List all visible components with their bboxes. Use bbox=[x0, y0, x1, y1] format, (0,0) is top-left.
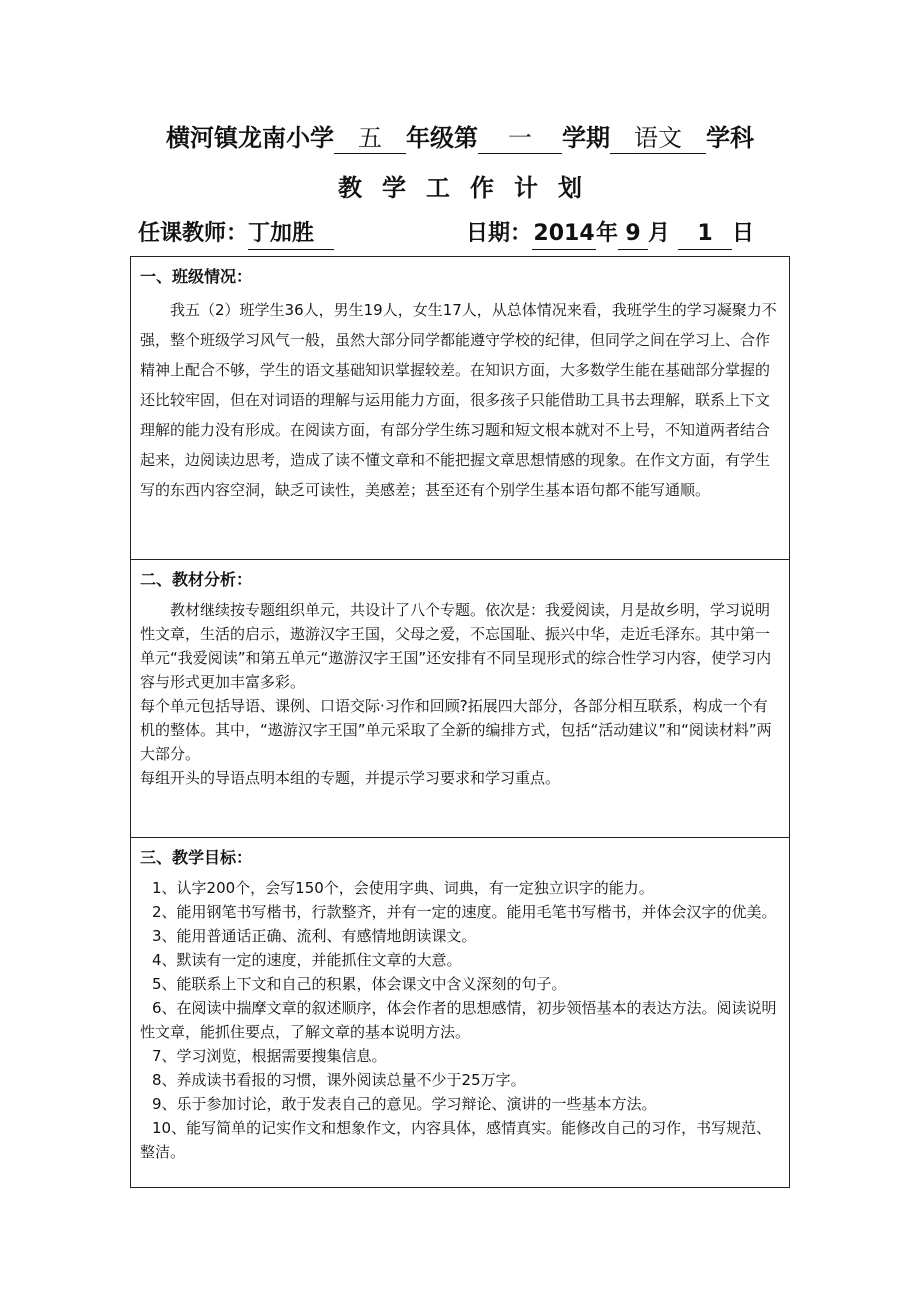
date-line bbox=[466, 216, 754, 250]
subject-suffix: 学科 bbox=[706, 124, 754, 152]
material-paragraph: 教材继续按专题组织单元，共设计了八个专题。依次是：我爱阅读，月是故乡明，学习说明性文章，生活的启示，遨游汉字王国，父母之爱，不忘国耻、振兴中华，走近毛泽东。其中第一单元“我爱阅读”和第五单元“遨游汉字王国”还安排有不同呈现形式的综合性学习内容，使学习内容与形式更加丰富多彩。 bbox=[140, 601, 772, 691]
day-unit: 日 bbox=[732, 221, 755, 246]
class-section-title: 一、班级情况： bbox=[140, 267, 253, 286]
goal-item: 2、能用钢笔书写楷书，行款整齐，并有一定的速度。能用毛笔书写楷书，并体会汉字的优美。 bbox=[152, 903, 777, 921]
goals-section-title: 三、教学目标： bbox=[140, 848, 253, 867]
plan-char: 作 bbox=[470, 174, 494, 202]
plan-title bbox=[0, 168, 920, 203]
goal-item: 6、在阅读中揣摩文章的叙述顺序，体会作者的思想感情，初步领悟基本的表达方法。阅读说明性文章，能抓住要点，了解文章的基本说明方法。 bbox=[140, 999, 777, 1041]
year-value: 2014 bbox=[532, 219, 596, 250]
term-blank: 一 bbox=[478, 123, 562, 154]
month-value: 9 bbox=[618, 219, 648, 250]
teacher-label: 任课教师： bbox=[138, 221, 249, 246]
goal-item: 4、默读有一定的速度，并能抓住文章的大意。 bbox=[152, 951, 462, 969]
plan-char: 学 bbox=[382, 174, 406, 202]
goal-item: 10、能写简单的记实作文和想象作文，内容具体，感情真实。能修改自己的习作，书写规范、整洁。 bbox=[140, 1119, 772, 1161]
class-paragraph: 我五（2）班学生36人，男生19人，女生17人，从总体情况来看，我班学生的学习凝聚力不强，整个班级学习风气一般，虽然大部分同学都能遵守学校的纪律，但同学之间在学习上、合作精神上配合不够，学生的语文基础知识掌握较差。在知识方面，大多数学生能在基础部分掌握的还比较牢固，但在对词语的理解与运用能力方面，很多孩子只能借助工具书去理解，联系上下文理解的能力没有形成。在阅读方面，有部分学生练习题和短文根本就对不上号，不知道两者结合起来，边阅读边思考，造成了读不懂文章和不能把握文章思想情感的现象。在作文方面，有学生写的东西内容空洞，缺乏可读性，美感差；甚至还有个别学生基本语句都不能写通顺。 bbox=[140, 301, 777, 499]
year-unit: 年 bbox=[596, 221, 619, 246]
month-unit: 月 bbox=[648, 221, 671, 246]
plan-char: 工 bbox=[426, 174, 450, 202]
term-suffix: 学期 bbox=[562, 124, 610, 152]
school-name: 横河镇龙南小学 bbox=[166, 124, 334, 152]
day-value: 1 bbox=[678, 219, 732, 250]
material-section-title: 二、教材分析： bbox=[140, 570, 253, 589]
class-section bbox=[131, 257, 790, 560]
goal-item: 5、能联系上下文和自己的积累，体会课文中含义深刻的句子。 bbox=[152, 975, 567, 993]
teacher-name: 丁加胜 bbox=[248, 219, 334, 250]
plan-table bbox=[130, 256, 790, 1188]
plan-char: 计 bbox=[514, 174, 538, 202]
teacher-line bbox=[138, 216, 334, 250]
goal-item: 9、乐于参加讨论，敢于发表自己的意见。学习辩论、演讲的一些基本方法。 bbox=[152, 1095, 657, 1113]
goal-item: 1、认字200个，会写150个，会使用字典、词典，有一定独立识字的能力。 bbox=[152, 879, 654, 897]
document-title bbox=[0, 118, 920, 154]
goal-item: 7、学习浏览，根据需要搜集信息。 bbox=[152, 1047, 387, 1065]
goals-section bbox=[131, 838, 790, 1188]
plan-char: 划 bbox=[558, 174, 582, 202]
material-section bbox=[131, 560, 790, 838]
goal-item: 3、能用普通话正确、流利、有感情地朗读课文。 bbox=[152, 927, 477, 945]
grade-suffix: 年级第 bbox=[406, 124, 478, 152]
material-paragraph: 每组开头的导语点明本组的专题，并提示学习要求和学习重点。 bbox=[140, 769, 561, 787]
material-paragraph: 每个单元包括导语、课例、口语交际·习作和回顾?拓展四大部分，各部分相互联系，构成一个有机的整体。其中，“遨游汉字王国”单元采取了全新的编排方式，包括“活动建议”和“阅读材料”两大部分。 bbox=[140, 697, 772, 763]
date-label: 日期： bbox=[466, 221, 533, 246]
subject-blank: 语文 bbox=[610, 123, 706, 154]
goal-item: 8、养成读书看报的习惯，课外阅读总量不少于25万字。 bbox=[152, 1071, 526, 1089]
grade-blank: 五 bbox=[334, 123, 406, 154]
plan-char: 教 bbox=[338, 174, 362, 202]
